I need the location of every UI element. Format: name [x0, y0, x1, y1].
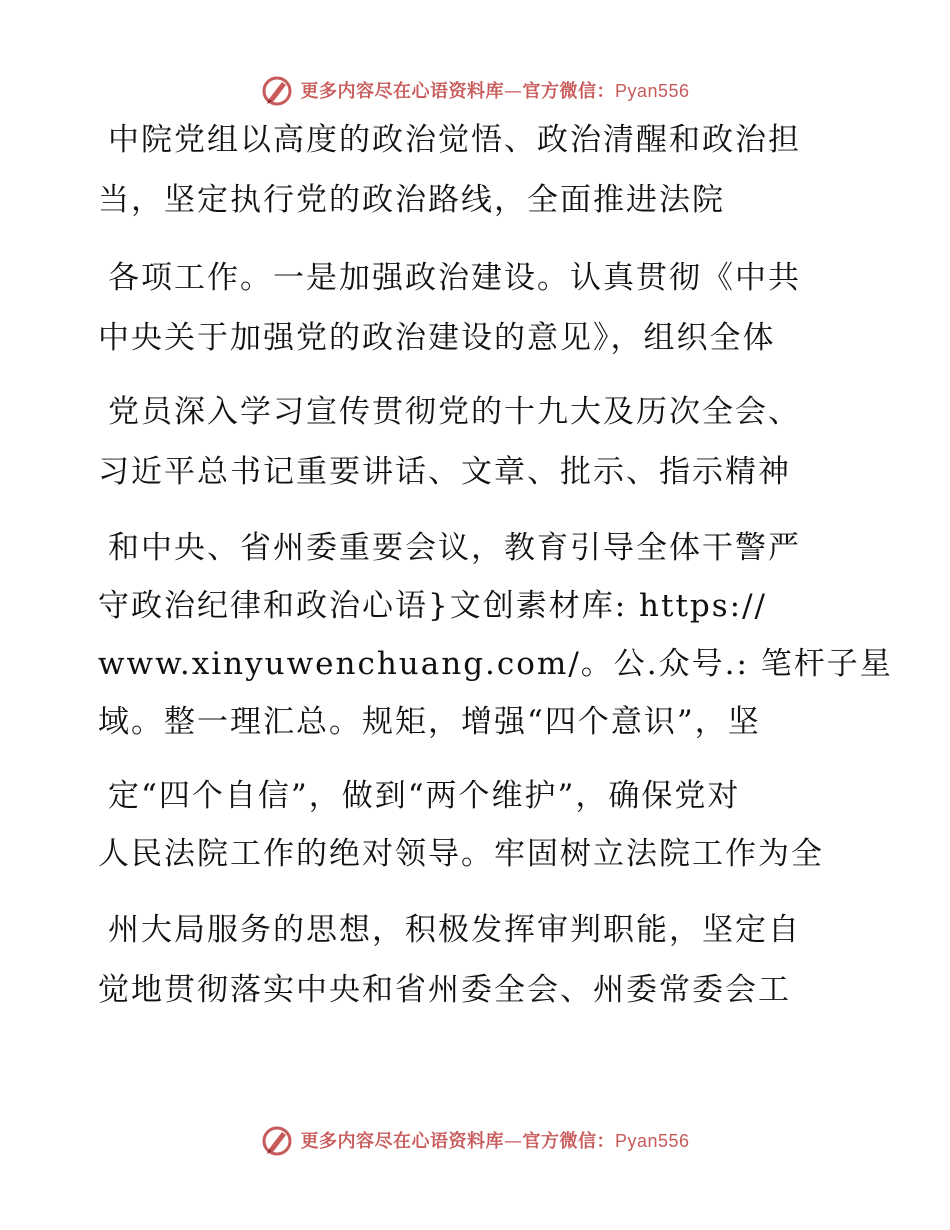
text-line-14: 觉地贯彻落实中央和省州委全会、州委常委会工 [98, 972, 791, 1008]
footer-handle: Pyan556 [614, 1131, 690, 1151]
footer-separator: — [503, 1131, 523, 1152]
footer-brand: 更多内容尽在心语资料库 [300, 1131, 504, 1152]
text-line-9: www.xinyuwenchuang.com/。公.众号.: 笔杆子星 [98, 646, 893, 682]
text-line-11: 定“四个自信”，做到“两个维护”，确保党对 [108, 778, 741, 814]
text-line-13: 州大局服务的思想，积极发挥审判职能，坚定自 [108, 912, 801, 948]
header-brand: 更多内容尽在心语资料库 [300, 81, 504, 102]
text-line-6: 习近平总书记重要讲话、文章、批示、指示精神 [98, 454, 791, 490]
text-line-10: 域。整一理汇总。规矩，增强“四个意识”，坚 [98, 704, 761, 740]
text-line-7: 和中央、省州委重要会议，教育引导全体干警严 [108, 530, 801, 566]
footer-label: 官方微信： [522, 1131, 615, 1152]
text-line-1: 中院党组以高度的政治觉悟、政治清醒和政治担 [108, 122, 801, 158]
text-line-3: 各项工作。一是加强政治建设。认真贯彻《中共 [108, 260, 801, 296]
header-handle: Pyan556 [614, 81, 690, 101]
text-line-12: 人民法院工作的绝对领导。牢固树立法院工作为全 [98, 836, 824, 872]
pen-logo-icon [260, 1123, 294, 1157]
footer-banner-text [300, 1127, 689, 1153]
text-line-5: 党员深入学习宣传贯彻党的十九大及历次全会、 [108, 394, 801, 430]
text-line-2: 当，坚定执行党的政治路线，全面推进法院 [98, 182, 725, 218]
footer-banner [0, 1120, 950, 1160]
header-banner [0, 70, 950, 110]
text-line-4: 中央关于加强党的政治建设的意见》，组织全体 [98, 320, 776, 356]
header-banner-text [300, 77, 689, 103]
pen-logo-icon [260, 73, 294, 107]
text-line-8: 守政治纪律和政治心语}文创素材库: https:// [98, 588, 767, 624]
header-label: 官方微信： [522, 81, 615, 102]
header-separator: — [503, 81, 523, 102]
